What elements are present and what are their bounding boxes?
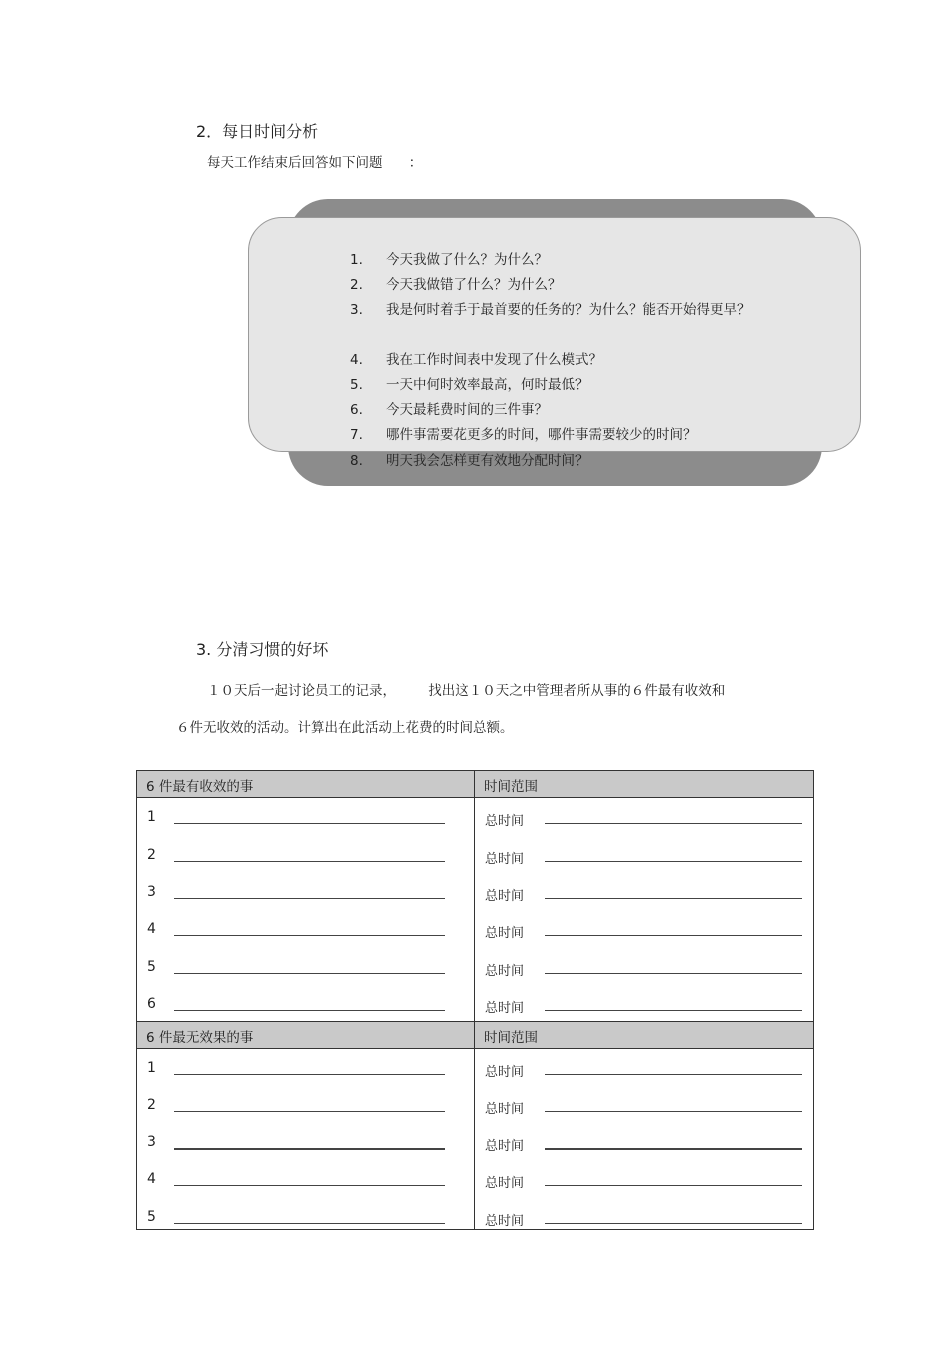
row-number: 1 [147,809,156,825]
activity-blank[interactable] [174,935,445,936]
activity-blank[interactable] [174,1148,445,1150]
total-time-blank[interactable] [545,935,802,936]
table-row [137,801,813,838]
section-2-instruction [207,151,422,171]
table-row [137,839,813,876]
total-time-blank[interactable] [545,1010,802,1011]
total-time-label: 总时间 [485,889,525,904]
total-time-blank[interactable] [545,1148,802,1150]
header-effective-label: 6 件最有收效的事 [146,779,254,795]
row-number: 6 [147,996,156,1012]
section-3-para-line1 [207,679,725,699]
instruction-colon: ： [408,155,423,171]
question-number: 5. [350,377,363,393]
activity-blank[interactable] [174,973,445,974]
question-text: 我是何时着手于最首要的任务的？为什么？能否开始得更早？ [386,302,751,318]
section-2-heading: 2．每日时间分析 [196,122,319,141]
table-column-divider [474,771,475,1229]
question-text: 我在工作时间表中发现了什么模式？ [386,352,602,368]
table-row [137,1089,813,1126]
header-time-range: 时间范围 [484,1030,538,1046]
activity-blank[interactable] [174,1111,445,1112]
question-text: 一天中何时效率最高，何时最低？ [386,377,589,393]
question-text: 明天我会怎样更有效地分配时间？ [386,453,589,469]
activity-blank[interactable] [174,823,445,824]
total-time-label: 总时间 [485,814,525,829]
activity-blank[interactable] [174,1185,445,1186]
table-row [137,951,813,988]
total-time-label: 总时间 [485,964,525,979]
question-number: 8. [350,453,363,469]
instruction-text: 每天工作结束后回答如下问题 [207,155,383,171]
total-time-label: 总时间 [485,1176,525,1191]
header-ineffective-label: 6 件最无效果的事 [146,1030,254,1046]
question-number: 4. [350,352,363,368]
row-number: 3 [147,884,156,900]
total-time-blank[interactable] [545,1074,802,1075]
activity-blank[interactable] [174,898,445,899]
para-line1-a: １０天后一起讨论员工的记录， [207,683,396,699]
table-row [137,1163,813,1200]
total-time-blank[interactable] [545,861,802,862]
section-3-para-line2: ６件无收效的活动。计算出在此活动上花费的时间总额。 [176,720,514,736]
table-header-effective [137,771,813,798]
total-time-label: 总时间 [485,1214,525,1229]
total-time-blank[interactable] [545,1185,802,1186]
para-line1-b: 找出这１０天之中管理者所从事的６件最有收效和 [428,683,726,699]
table-row [137,1201,813,1238]
row-number: 3 [147,1134,156,1150]
table-header-ineffective [137,1021,813,1049]
question-number: 7. [350,427,363,443]
table-row [137,1126,813,1163]
question-number: 6. [350,402,363,418]
row-number: 4 [147,1171,156,1187]
row-number: 2 [147,847,156,863]
total-time-blank[interactable] [545,823,802,824]
table-row [137,913,813,950]
total-time-label: 总时间 [485,1102,525,1117]
total-time-blank[interactable] [545,973,802,974]
total-time-label: 总时间 [485,852,525,867]
row-number: 5 [147,1209,156,1225]
header-time-range: 时间范围 [484,779,538,795]
section-3-heading: 3. 分清习惯的好坏 [196,640,329,659]
total-time-label: 总时间 [485,926,525,941]
row-number: 5 [147,959,156,975]
activity-blank[interactable] [174,1010,445,1011]
question-number: 3. [350,302,363,318]
total-time-label: 总时间 [485,1139,525,1154]
table-row [137,988,813,1025]
question-text: 今天最耗费时间的三件事？ [386,402,548,418]
table-row [137,876,813,913]
row-number: 1 [147,1060,156,1076]
table-row [137,1052,813,1089]
activity-blank[interactable] [174,861,445,862]
total-time-blank[interactable] [545,1223,802,1224]
total-time-blank[interactable] [545,898,802,899]
activity-blank[interactable] [174,1223,445,1224]
row-number: 4 [147,921,156,937]
total-time-blank[interactable] [545,1111,802,1112]
question-text: 今天我做了什么？为什么？ [386,252,548,268]
question-number: 2. [350,277,363,293]
row-number: 2 [147,1097,156,1113]
total-time-label: 总时间 [485,1065,525,1080]
activity-blank[interactable] [174,1074,445,1075]
question-text: 今天我做错了什么？为什么？ [386,277,562,293]
total-time-label: 总时间 [485,1001,525,1016]
habit-table [136,770,814,1230]
question-number: 1. [350,252,363,268]
question-text: 哪件事需要花更多的时间，哪件事需要较少的时间？ [386,427,697,443]
